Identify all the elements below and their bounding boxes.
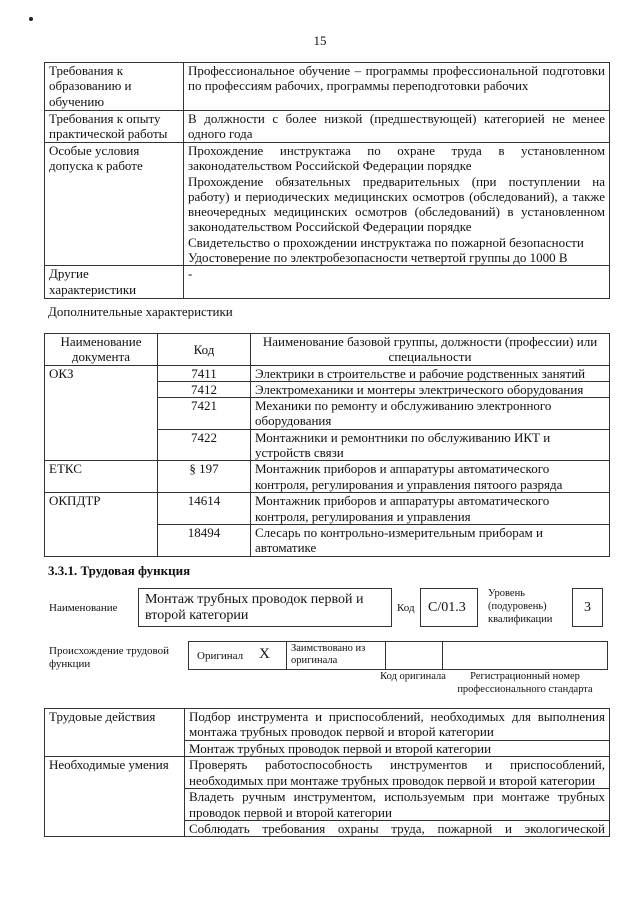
table-row	[45, 757, 610, 789]
row-value: Подбор инструмента и приспособлений, необходимых для выполнения монтажа трубных проводок первой и второй категории	[185, 709, 610, 741]
table-row	[45, 266, 610, 299]
original-mark: X	[259, 646, 270, 662]
table-row	[45, 63, 610, 111]
row-label: Особые условия допуска к работе	[45, 143, 184, 266]
original-label: Оригинал	[197, 650, 244, 662]
name-cell: Монтажник приборов и аппаратуры автоматического контроля, регулирования и управления пятоого разряда	[251, 461, 610, 493]
work-table	[44, 708, 610, 837]
code-cell: 7412	[158, 381, 251, 397]
row-value: Соблюдать требования охраны труда, пожарной и экологической	[185, 820, 610, 836]
code-cell: 7411	[158, 365, 251, 381]
doc-cell: ОКПДТР	[45, 493, 158, 556]
divider	[385, 642, 386, 669]
code-label: Код	[397, 602, 415, 614]
bullet-mark	[29, 17, 33, 21]
divider	[442, 642, 443, 669]
name-cell: Электромеханики и монтеры электрического оборудования	[251, 381, 610, 397]
header-cell: Код	[158, 334, 251, 366]
code-cell: 7422	[158, 429, 251, 461]
name-cell: Слесарь по контрольно-измерительным приборам и автоматике	[251, 524, 610, 556]
table-row	[45, 365, 610, 381]
code-cell: 7421	[158, 398, 251, 430]
row-value: Монтаж трубных проводок первой и второй категории	[185, 741, 610, 757]
additional-table	[44, 333, 610, 557]
table-row	[45, 493, 610, 525]
row-label: Требования к образованию и обучению	[45, 63, 184, 111]
name-cell: Электрики в строительстве и рабочие родственных занятий	[251, 365, 610, 381]
row-label: Требования к опыту практической работы	[45, 111, 184, 143]
function-code: С/01.3	[420, 588, 478, 627]
row-value: Проверять работоспособность инструментов и приспособлений, необходимых при монтаже трубных проводок первой и второй категории	[185, 757, 610, 789]
name-cell: Механики по ремонту и обслуживанию электронного оборудования	[251, 398, 610, 430]
table-row	[45, 111, 610, 143]
doc-cell: ЕТКС	[45, 461, 158, 493]
table-row	[45, 709, 610, 741]
origin-box	[188, 641, 608, 670]
page-number: 15	[313, 33, 327, 48]
row-label: Трудовые действия	[45, 709, 185, 757]
row-value: Владеть ручным инструментом, используемым при монтаже трубных проводок первой и второй категории	[185, 789, 610, 821]
table-header	[45, 334, 610, 366]
orig-code-caption: Код оригинала	[380, 671, 446, 682]
borrowed-label: Заимствовано из оригинала	[291, 643, 366, 666]
requirements-table	[44, 62, 610, 299]
condition: Прохождение инструктажа по охране труда в установленном законодательством Российской Федерации порядке	[188, 143, 605, 174]
divider	[286, 642, 287, 669]
table-row	[45, 143, 610, 266]
section-title: Дополнительные характеристики	[48, 304, 233, 319]
code-cell: 18494	[158, 524, 251, 556]
code-cell: § 197	[158, 461, 251, 493]
condition: Прохождение обязательных предварительных (при поступлении на работу) и периодических медицинских осмотров (обследований), а также внеочередных медицинских осмотров (обследований) в установленном законодательством Российской Федерации порядке	[188, 173, 605, 235]
doc-cell: ОКЗ	[45, 365, 158, 461]
origin-label: Происхождение трудовой функции	[49, 645, 170, 670]
condition: Удостоверение по электробезопасности четвертой группы до 1000 В	[188, 250, 568, 266]
header-cell: Наименование базовой группы, должности (профессии) или специальности	[251, 334, 610, 366]
name-cell: Монтажник приборов и аппаратуры автоматического контроля, регулирования и управления	[251, 493, 610, 525]
header-cell: Наименование документа	[45, 334, 158, 366]
function-name: Монтаж трубных проводок первой и второй категории	[138, 588, 392, 627]
level-value: 3	[572, 588, 603, 627]
level-label: Уровень (подуровень) квалификации	[488, 588, 553, 625]
condition: Свидетельство о прохождении инструктажа по пожарной безопасности	[188, 234, 584, 250]
function-heading: 3.3.1. Трудовая функция	[48, 563, 191, 578]
row-value	[184, 143, 610, 266]
code-cell: 14614	[158, 493, 251, 525]
name-label: Наименование	[49, 602, 118, 614]
row-label: Другие характеристики	[45, 266, 184, 299]
row-label: Необходимые умения	[45, 757, 185, 837]
row-value: Профессиональное обучение – программы профессиональной подготовки по профессиям рабочих, программы переподготовки рабочих	[184, 63, 610, 111]
row-value: В должности с более низкой (предшествующей) категорией не менее одного года	[184, 111, 610, 143]
table-row	[45, 461, 610, 493]
reg-number-caption: Регистрационный номер профессионального стандарта	[457, 671, 593, 695]
row-value: -	[184, 266, 610, 299]
name-cell: Монтажники и ремонтники по обслуживанию ИКТ и устройств связи	[251, 429, 610, 461]
